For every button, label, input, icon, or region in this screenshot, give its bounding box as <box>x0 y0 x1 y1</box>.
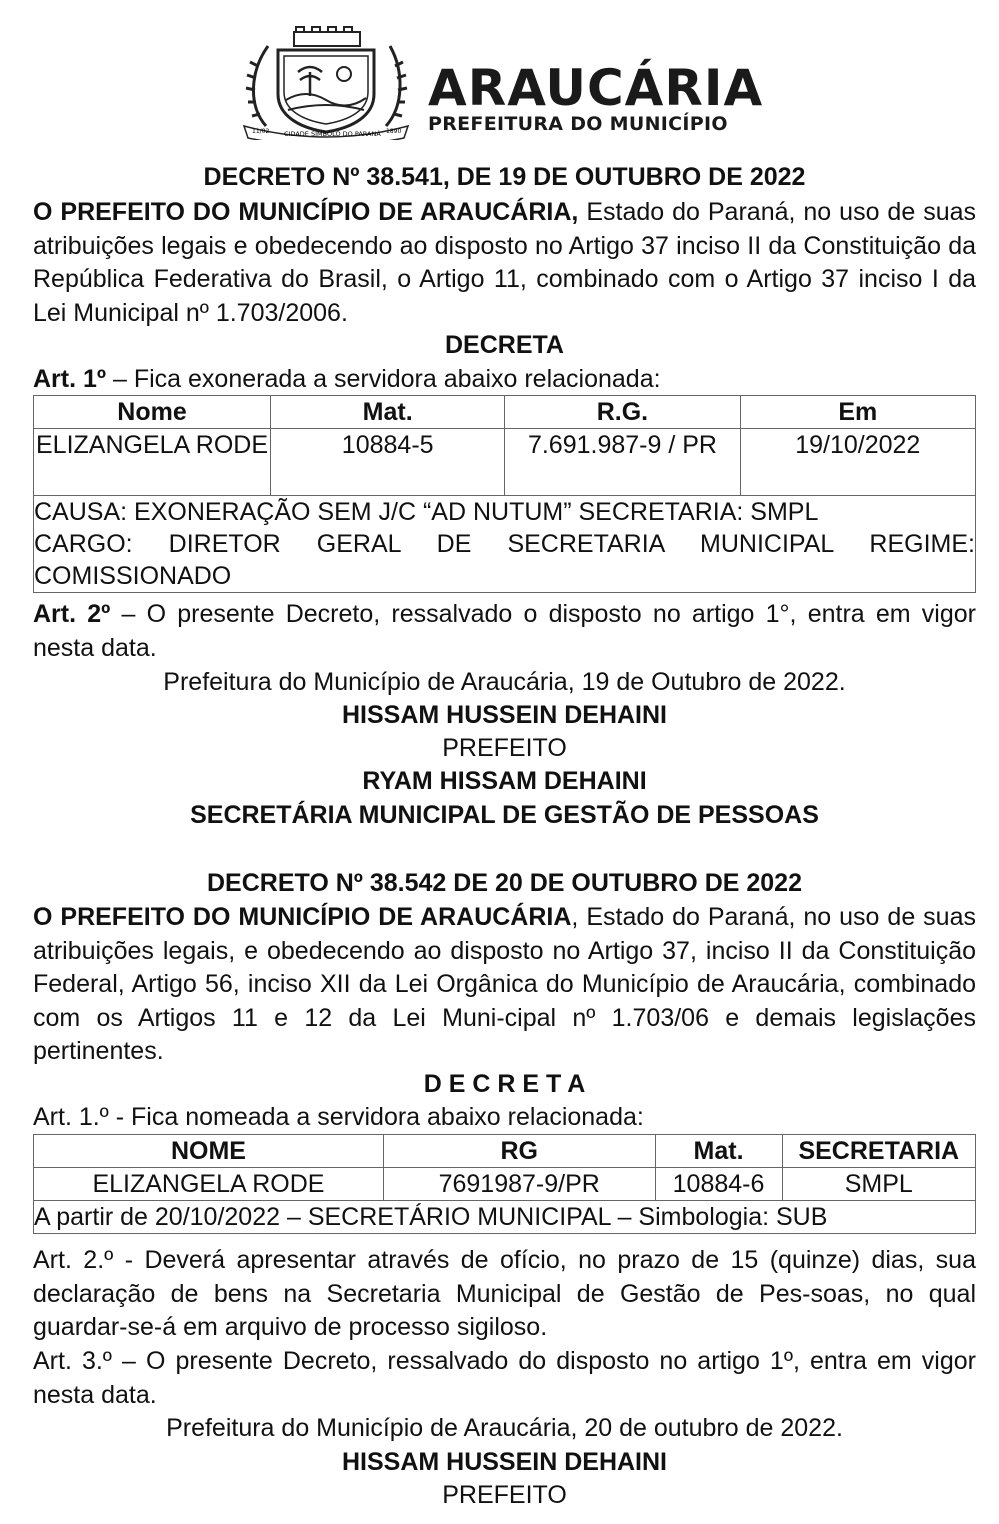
decree1-signer2-name: RYAM HISSAM DEHAINI <box>362 767 647 795</box>
decree2-art2: Art. 2.º - Deverá apresentar através de ofício, no prazo de 15 (quinze) dias, sua declaração de bens na Secretaria Municipal de Gestão de Pes-soas, no qual guardar-se-á em arquivo de processo sigiloso. <box>33 1246 976 1341</box>
decree1-preamble-text: Estado do Paraná, no uso de suas atribuições legais e obedecendo ao disposto no Artigo 37 inciso II da Constituição da República Federativa do Brasil, o Artigo 11, combinado com o Artigo 37 inciso I da Lei Municipal nº 1.703/2006. <box>33 198 976 327</box>
brand-name: ARAUCÁRIA <box>428 59 764 117</box>
table-causa-row <box>34 496 976 593</box>
page-header <box>0 22 999 142</box>
cell-rg: 7691987-9/PR <box>383 1168 655 1201</box>
table-header-row <box>34 396 976 429</box>
decree1-preamble <box>33 196 976 330</box>
cell-mat: 10884-6 <box>655 1168 782 1201</box>
causa-line-3: COMISSIONADO <box>34 562 232 590</box>
col-header-nome: Nome <box>34 396 271 429</box>
decree2-preamble-text: , Estado do Paraná, no uso de suas atribuições legais, e obedecendo ao disposto no Artigo 37, inciso II da Constituição Federal, Artigo 56, inciso XII da Lei Orgânica do Município de Araucária, combinado com os Artigos 11 e 12 da Lei Muni-cipal nº 1.703/06 e demais legislações pertinentes. <box>33 903 976 1065</box>
decree2-title: DECRETO Nº 38.542 DE 20 DE OUTUBRO DE 2022 <box>207 869 802 897</box>
decree1-art1-text: – Fica exonerada a servidora abaixo relacionada: <box>106 365 661 393</box>
decree2-decreta: D E C R E T A <box>423 1070 586 1098</box>
decree1-art2-label: Art. 2º <box>33 600 111 628</box>
cell-mat: 10884-5 <box>271 429 505 496</box>
cell-rg: 7.691.987-9 / PR <box>505 429 740 496</box>
decree1-signer1-name: HISSAM HUSSEIN DEHAINI <box>341 701 668 729</box>
municipal-coat-of-arms <box>238 26 414 140</box>
decree1-signer2-role: SECRETÁRIA MUNICIPAL DE GESTÃO DE PESSOAS <box>190 801 819 829</box>
crest-right-year: 1890 <box>386 128 402 135</box>
col-header-rg: RG <box>383 1135 655 1168</box>
decree2-art3: Art. 3.º – O presente Decreto, ressalvado do disposto no artigo 1º, entra em vigor nesta data. <box>33 1347 976 1409</box>
col-header-mat: Mat. <box>271 396 505 429</box>
decree2-table <box>33 1134 976 1234</box>
brand-subtitle: PREFEITURA DO MUNICÍPIO <box>428 113 728 135</box>
decree1-table <box>33 395 976 593</box>
decree2-signer1-role: PREFEITO <box>442 1481 567 1509</box>
causa-line-2: CARGO: DIRETOR GERAL DE SECRETARIA MUNICIPAL REGIME: <box>34 530 975 558</box>
decree1-preamble-authority: O PREFEITO DO MUNICÍPIO DE ARAUCÁRIA, <box>33 198 579 226</box>
note-cell: A partir de 20/10/2022 – SECRETÁRIO MUNICIPAL – Simbologia: SUB <box>34 1201 976 1234</box>
cell-nome: ELIZANGELA RODE <box>34 429 271 496</box>
table-row <box>34 429 976 496</box>
causa-cell <box>34 496 976 593</box>
decree2-place-date: Prefeitura do Município de Araucária, 20 de outubro de 2022. <box>166 1414 843 1442</box>
crest-ribbon-text: CIDADE SÍMBOLO DO PARANÁ <box>284 130 381 138</box>
decree1-art1-label: Art. 1º <box>33 365 107 393</box>
decree2-art1: Art. 1.º - Fica nomeada a servidora abaixo relacionada: <box>33 1103 644 1131</box>
decree1-art1 <box>33 363 976 397</box>
decree1-title: DECRETO Nº 38.541, DE 19 DE OUTUBRO DE 2022 <box>203 163 806 191</box>
decree1-decreta: DECRETA <box>445 331 564 359</box>
causa-line-1: CAUSA: EXONERAÇÃO SEM J/C “AD NUTUM” SECRETARIA: SMPL <box>34 498 819 526</box>
col-header-mat: Mat. <box>655 1135 782 1168</box>
col-header-rg: R.G. <box>505 396 740 429</box>
table-row <box>34 1168 976 1201</box>
cell-secretaria: SMPL <box>782 1168 975 1201</box>
decree2-preamble <box>33 901 976 1069</box>
cell-nome: ELIZANGELA RODE <box>34 1168 384 1201</box>
cell-em: 19/10/2022 <box>740 429 975 496</box>
col-header-nome: NOME <box>34 1135 384 1168</box>
decree2-preamble-authority: O PREFEITO DO MUNICÍPIO DE ARAUCÁRIA <box>33 903 572 931</box>
decree2-signer1-name: HISSAM HUSSEIN DEHAINI <box>341 1448 668 1476</box>
brand-block <box>428 59 764 135</box>
col-header-em: Em <box>740 396 975 429</box>
table-header-row <box>34 1135 976 1168</box>
crest-left-date: 11/02 <box>252 128 270 135</box>
decree1-art2-text: – O presente Decreto, ressalvado o disposto no artigo 1°, entra em vigor nesta data. <box>33 600 976 662</box>
table-note-row <box>34 1201 976 1234</box>
decree1-art2 <box>33 598 976 665</box>
col-header-secretaria: SECRETARIA <box>782 1135 975 1168</box>
decree1-place-date: Prefeitura do Município de Araucária, 19 de Outubro de 2022. <box>163 668 846 696</box>
decree1-signer1-role: PREFEITO <box>442 734 567 762</box>
